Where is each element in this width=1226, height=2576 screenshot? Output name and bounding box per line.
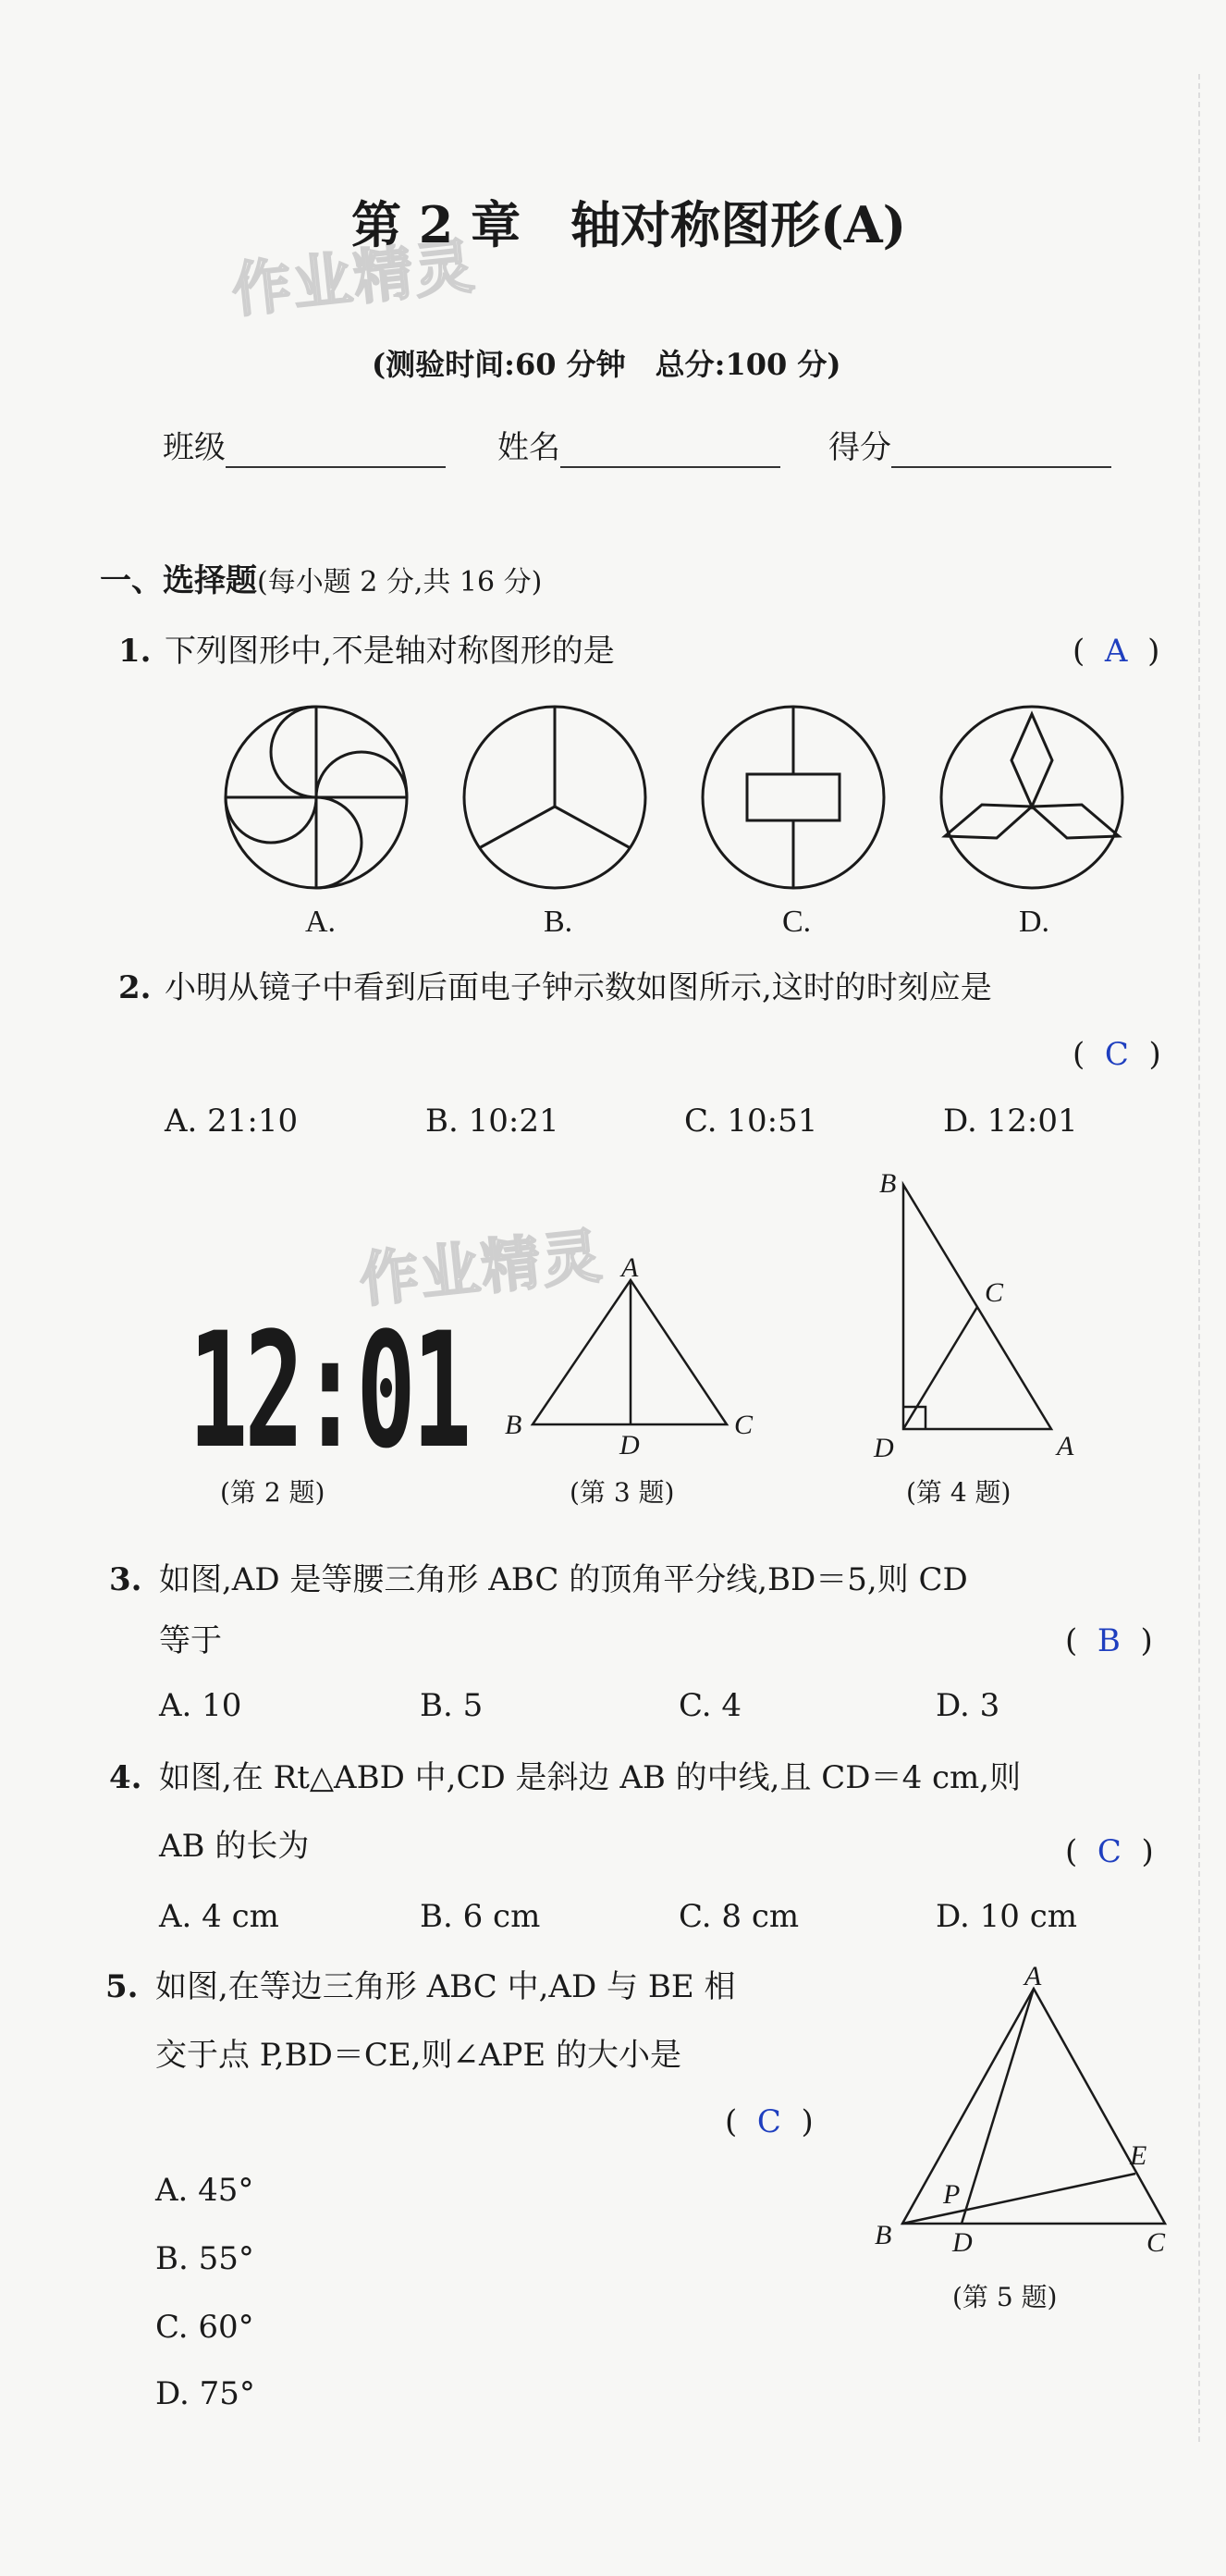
caption-q4: (第 4 题) [906,1477,1011,1508]
page-title: 第 2 章 轴对称图形(A) [351,195,907,254]
q1-label-a: A. [305,905,337,939]
q5-option-a[interactable]: A. 45° [155,2172,254,2209]
q4-stem-line1: 如图,在 Rt△ABD 中,CD 是斜边 AB 的中线,且 CD＝4 cm,则 [159,1759,1022,1796]
fig5-point-p: P [943,2179,961,2210]
q5-option-c[interactable]: C. 60° [155,2309,254,2346]
fig3-point-b: B [505,1410,522,1440]
q3-stem-line2: 等于 [159,1622,222,1659]
caption-q2: (第 2 题) [220,1477,325,1508]
q4-number: 4. [109,1759,142,1796]
score-blank[interactable] [891,433,1111,468]
q1-number: 1. [118,633,152,670]
q2-option-c[interactable]: C. 10:51 [684,1103,818,1140]
score-label: 得分 [828,429,891,466]
name-blank[interactable] [560,433,780,468]
q3-option-a[interactable]: A. 10 [159,1687,242,1724]
q2-option-a[interactable]: A. 21:10 [165,1103,299,1140]
q1-label-c: C. [782,905,812,939]
q2-number: 2. [118,969,152,1006]
fig3-point-d: D [619,1430,640,1456]
q4-answer-box: ( C ) [1065,1833,1154,1870]
fig5-point-e: E [1130,2140,1147,2171]
q3-option-c[interactable]: C. 4 [679,1687,742,1724]
watermark-2: 作业精灵 [356,1222,607,1316]
caption-q3: (第 3 题) [570,1477,675,1508]
class-field [163,427,446,468]
q3-option-b[interactable]: B. 5 [420,1687,484,1724]
fig5-point-a: A [1024,1966,1042,1991]
fig5-point-d: D [952,2227,973,2258]
q4-option-c[interactable]: C. 8 cm [679,1898,800,1935]
figure-q5-equilateral [869,1966,1183,2272]
q5-stem-line1: 如图,在等边三角形 ABC 中,AD 与 BE 相 [155,1968,736,2005]
fig4-point-b: B [879,1168,897,1199]
page-edge-dashline [1198,74,1200,2442]
q1-label-d: D. [1019,905,1050,939]
figure-d-three-diamonds [941,707,1122,888]
q3-number: 3. [109,1561,142,1598]
fig5-point-b: B [875,2220,892,2250]
fig4-point-c: C [985,1277,1004,1308]
q2-option-d[interactable]: D. 12:01 [943,1103,1078,1140]
class-label: 班级 [163,429,226,466]
q2-answer-box: ( C ) [1073,1036,1161,1073]
name-field [497,427,780,468]
section1-heading: 一、选择题(每小题 2 分,共 16 分) [100,562,543,599]
q1-stem: 下列图形中,不是轴对称图形的是 [165,633,615,670]
figure-c-rectangle [703,707,884,888]
q1-figures [213,696,1137,899]
figure-a-pinwheel [226,707,407,888]
q4-option-a[interactable]: A. 4 cm [159,1898,279,1935]
score-field [828,427,1111,468]
watermark-1: 作业精灵 [228,232,479,327]
digital-clock-display: 12:01 [189,1298,469,1484]
q3-stem-line1: 如图,AD 是等腰三角形 ABC 的顶角平分线,BD＝5,则 CD [159,1561,968,1598]
q5-answer-box: ( C ) [725,2103,814,2140]
q2-option-b[interactable]: B. 10:21 [425,1103,559,1140]
q1-label-b: B. [544,905,573,939]
q5-stem-line2: 交于点 P,BD＝CE,则∠APE 的大小是 [155,2037,682,2074]
q3-option-d[interactable]: D. 3 [936,1687,1000,1724]
fig3-point-c: C [734,1410,754,1440]
fig4-point-a: A [1057,1431,1074,1461]
figure-q3-triangle [499,1252,777,1456]
fig4-point-d: D [874,1433,894,1463]
q2-stem: 小明从镜子中看到后面电子钟示数如图所示,这时的时刻应是 [165,969,992,1006]
fig3-point-a: A [621,1252,639,1283]
q4-stem-line2: AB 的长为 [159,1828,310,1865]
q5-option-b[interactable]: B. 55° [155,2240,254,2277]
figure-q4-right-triangle [864,1161,1096,1466]
figure-b-three-sectors [464,707,645,888]
q4-option-b[interactable]: B. 6 cm [420,1898,541,1935]
caption-q5: (第 5 题) [952,2282,1058,2312]
name-label: 姓名 [497,429,560,466]
q3-answer-box: ( B ) [1065,1622,1153,1659]
q5-option-d[interactable]: D. 75° [155,2375,255,2412]
fig5-point-c: C [1146,2227,1166,2258]
q5-number: 5. [105,1968,139,2005]
page-subtitle: (测验时间:60 分钟 总分:100 分) [372,347,841,382]
q4-option-d[interactable]: D. 10 cm [936,1898,1078,1935]
class-blank[interactable] [226,433,446,468]
q1-answer-box: ( A ) [1073,633,1160,670]
